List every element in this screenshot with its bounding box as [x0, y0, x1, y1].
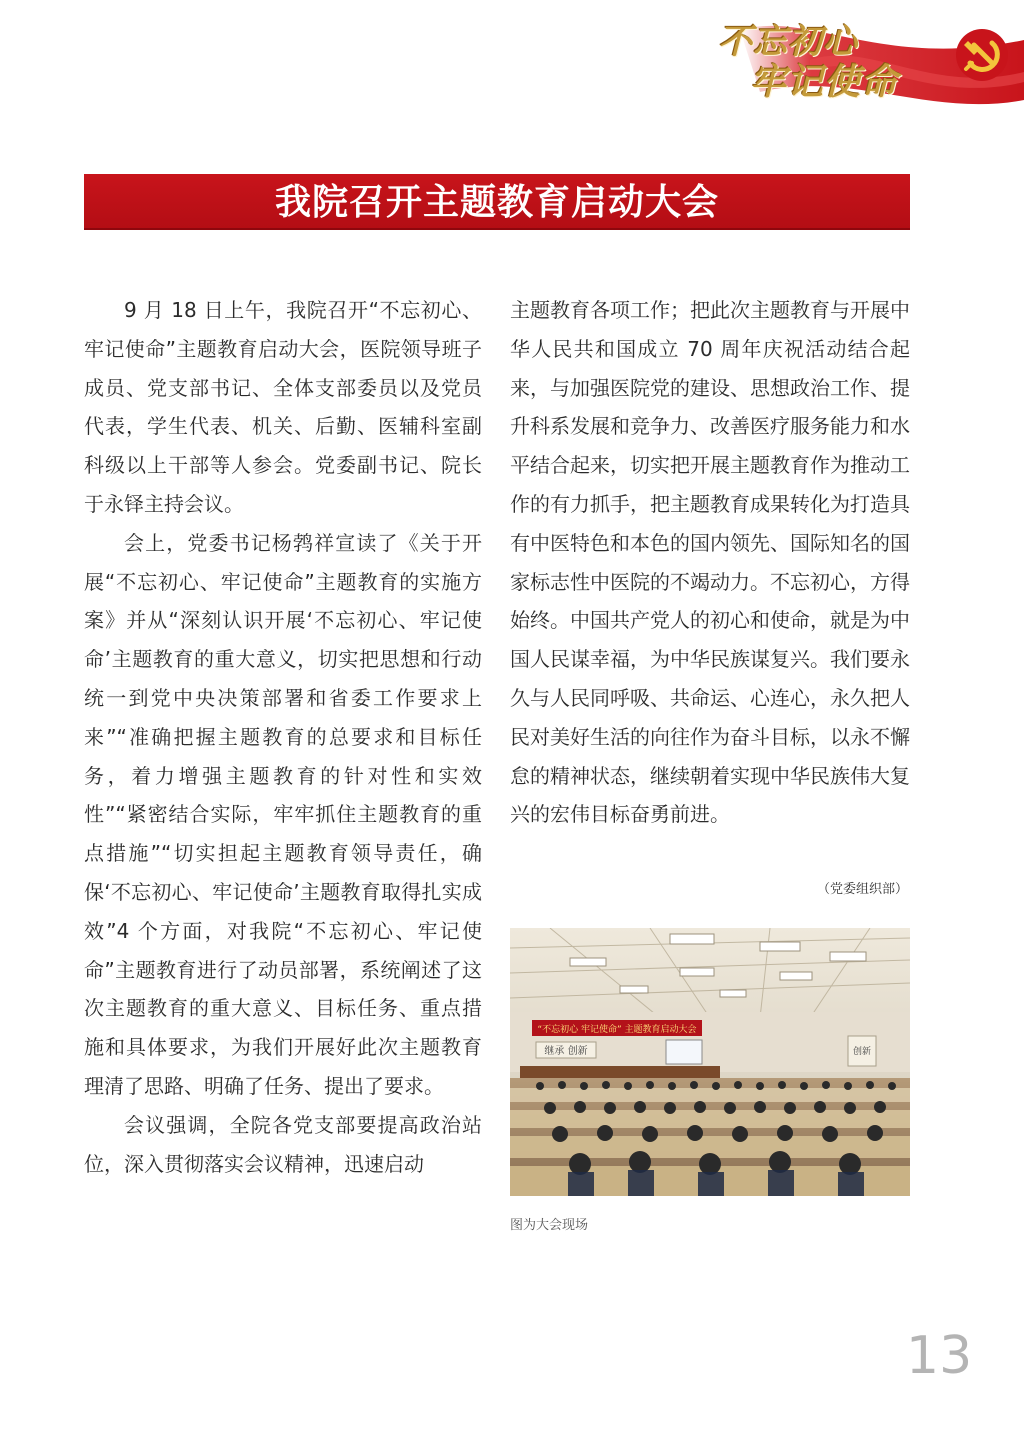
meeting-photo [510, 928, 910, 1196]
photo-banner-text: “不忘初心 牢记使命” 主题教育启动大会 [537, 1025, 697, 1035]
paragraph: 9 月 18 日上午，我院召开“不忘初心、牢记使命”主题教育启动大会，医院领导班子成员、党支部书记、全体支部委员以及党员代表，学生代表、机关、后勤、医辅科室副科级以上干部等人参会。党委副书记、院长于永铎主持会议。 [84, 298, 482, 516]
article-title: 我院召开主题教育启动大会 [274, 181, 719, 223]
page-number: 13 [906, 1326, 973, 1386]
header-banner [700, 0, 1024, 118]
article-column-left [84, 291, 482, 1183]
slogan-line-2: 牢记使命 [750, 61, 899, 103]
photo-wall-text-right: 创新 [852, 1047, 872, 1057]
article-column-right [510, 291, 910, 834]
slogan-line-1: 不忘初心 [718, 22, 858, 62]
article-credit: （党委组织部） [816, 882, 908, 897]
photo-caption: 图为大会现场 [510, 1218, 589, 1233]
paragraph: 主题教育各项工作；把此次主题教育与开展中华人民共和国成立 70 周年庆祝活动结合起来，与加强医院党的建设、思想政治工作、提升科系发展和竞争力、改善医疗服务能力和水平结合起来，切实把开展主题教育作为推动工作的有力抓手，把主题教育成果转化为打造具有中医特色和本色的国内领先、国际知名的国家标志性中医院的不竭动力。不忘初心，方得始终。中国共产党人的初心和使命，就是为中国人民谋幸福，为中华民族谋复兴。我们要永久与人民同呼吸、共命运、心连心，永久把人民对美好生活的向往作为奋斗目标，以永不懈怠的精神状态，继续朝着实现中华民族伟大复兴的宏伟目标奋勇前进。 [510, 298, 910, 827]
photo-wall-text-left: 继承 创新 [544, 1046, 588, 1057]
article-title-bar [84, 174, 910, 230]
paragraph: 会议强调，全院各党支部要提高政治站位，深入贯彻落实会议精神，迅速启动 [84, 1112, 482, 1176]
paragraph: 会上，党委书记杨鹁祥宣读了《关于开展“不忘初心、牢记使命”主题教育的实施方案》并从“深刻认识开展‘不忘初心、牢记使命’主题教育的重大意义，切实把思想和行动统一到党中央决策部署和省委工作要求上来”“准确把握主题教育的总要求和目标任务，着力增强主题教育的针对性和实效性”“紧密结合实际，牢牢抓住主题教育的重点措施”“切实担起主题教育领导责任，确保‘不忘初心、牢记使命’主题教育取得扎实成效”4 个方面，对我院“不忘初心、牢记使命”主题教育进行了动员部署，系统阐述了这次主题教育的重大意义、目标任务、重点措施和具体要求，为我们开展好此次主题教育理清了思路、明确了任务、提出了要求。 [84, 530, 482, 1098]
